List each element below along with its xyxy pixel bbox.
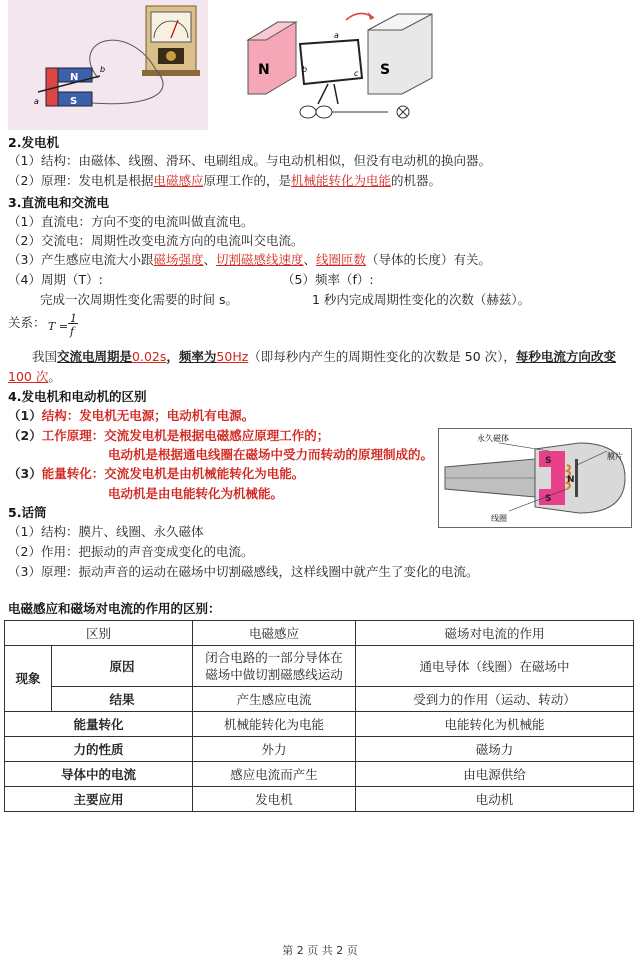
generator-n-label: N bbox=[258, 62, 270, 78]
sec3-period-label: （4）周期（T）: bbox=[8, 272, 103, 287]
galvanometer-experiment-figure bbox=[8, 0, 208, 130]
gen-label-c: c bbox=[354, 69, 359, 78]
section-4-title: 4.发电机和电动机的区别 bbox=[8, 389, 147, 404]
cell-current-force: 由电源供给 bbox=[356, 762, 634, 787]
header-region: 区别 bbox=[5, 621, 193, 646]
sec3-period-desc: 完成一次周期性变化需要的时间 s。 bbox=[40, 292, 238, 307]
sec2-line-2: （2）原理：发电机是根据电磁感应原理工作的，是机械能转化为电能的机器。 bbox=[8, 173, 442, 188]
gen-label-b: b bbox=[302, 65, 308, 74]
cell-cause-em: 闭合电路的一部分导体在 磁场中做切割磁感线运动 bbox=[193, 646, 356, 687]
sec2-energy-conversion: 机械能转化为电能 bbox=[291, 173, 392, 188]
cell-result-em: 产生感应电流 bbox=[193, 687, 356, 712]
table-header-row bbox=[5, 621, 634, 646]
cell-phenomenon: 现象 bbox=[5, 646, 52, 712]
mic-coil-label: 线圈 bbox=[491, 514, 507, 523]
table-row bbox=[5, 787, 634, 812]
mic-film-label: 膜片 bbox=[607, 452, 623, 461]
sec5-line-1: （1）结构：膜片、线圈、永久磁体 bbox=[8, 524, 204, 539]
sec3-paragraph: 我国交流电周期是0.02s，频率为50Hz（即每秒内产生的周期性变化的次数是 50 次），每秒电流方向改变 bbox=[32, 349, 616, 364]
cell-nature-em: 外力 bbox=[193, 737, 356, 762]
cell-energy-em: 机械能转化为电能 bbox=[193, 712, 356, 737]
header-em-induction: 电磁感应 bbox=[193, 621, 356, 646]
sec2-line-1: （1）结构：由磁体、线圈、滑环、电刷组成。与电动机相似，但没有电动机的换向器。 bbox=[8, 153, 491, 168]
mic-s-top: S bbox=[545, 456, 552, 466]
generator-s-label: S bbox=[380, 62, 391, 78]
table-row bbox=[5, 762, 634, 787]
page-footer: 第 2 页 共 2 页 bbox=[282, 944, 358, 957]
label-a: a bbox=[34, 97, 39, 106]
cell-result-force: 受到力的作用（运动、转动） bbox=[356, 687, 634, 712]
gen-label-a: a bbox=[334, 31, 339, 40]
cell-nature: 力的性质 bbox=[5, 737, 193, 762]
sec3-line-3: （3）产生感应电流大小跟磁场强度、切割磁感线速度、线圈匝数（导体的长度）有关。 bbox=[8, 252, 492, 267]
cell-energy: 能量转化 bbox=[5, 712, 193, 737]
sec5-line-3: （3）原理：振动声音的运动在磁场中切割磁感线，这样线圈中就产生了变化的电流。 bbox=[8, 564, 479, 579]
sec5-line-2: （2）作用：把振动的声音变成变化的电流。 bbox=[8, 544, 254, 559]
factor-coil-turns: 线圈匝数 bbox=[316, 252, 367, 267]
sec3-paragraph-end: 100 次。 bbox=[8, 369, 61, 384]
cell-result: 结果 bbox=[52, 687, 193, 712]
section-5-title: 5.话筒 bbox=[8, 505, 47, 520]
section-2-title: 2.发电机 bbox=[8, 135, 59, 150]
factor-cutting-speed: 切割磁感线速度 bbox=[216, 252, 304, 267]
pole-n-label: N bbox=[70, 72, 79, 83]
table-row bbox=[5, 687, 634, 712]
generator-diagram-figure bbox=[238, 0, 438, 130]
cell-application-force: 电动机 bbox=[356, 787, 634, 812]
cell-current: 导体中的电流 bbox=[5, 762, 193, 787]
header-force: 磁场对电流的作用 bbox=[356, 621, 634, 646]
sec4-line-4: （3）能量转化：交流发电机是由机械能转化为电能。 bbox=[8, 466, 305, 481]
factor-field-strength: 磁场强度 bbox=[153, 252, 204, 267]
sec4-line-1: （1）结构：发电机无电源；电动机有电源。 bbox=[8, 408, 255, 423]
cell-cause: 原因 bbox=[52, 646, 193, 687]
table-row bbox=[5, 712, 634, 737]
section-3-title: 3.直流电和交流电 bbox=[8, 195, 109, 210]
sec3-line-2: （2）交流电：周期性改变电流方向的电流叫交电流。 bbox=[8, 233, 304, 248]
table-row bbox=[5, 737, 634, 762]
sec4-line-3: 电动机是根据通电线圈在磁场中受力而转动的原理制成的。 bbox=[108, 447, 434, 462]
cell-current-em: 感应电流而产生 bbox=[193, 762, 356, 787]
label-b: b bbox=[100, 65, 106, 74]
pole-s-label: S bbox=[70, 96, 78, 107]
cell-energy-force: 电能转化为机械能 bbox=[356, 712, 634, 737]
mic-n: N bbox=[567, 475, 575, 485]
sec4-line-5: 电动机是由电能转化为机械能。 bbox=[108, 486, 284, 501]
sec4-line-2: （2）工作原理：交流发电机是根据电磁感应原理工作的； bbox=[8, 428, 330, 443]
microphone-diagram bbox=[438, 428, 632, 528]
comparison-table bbox=[4, 620, 634, 812]
cell-application: 主要应用 bbox=[5, 787, 193, 812]
sec3-frequency-desc: 1 秒内完成周期性变化的次数（赫兹）。 bbox=[312, 292, 531, 307]
sec3-line-1: （1）直流电：方向不变的电流叫做直流电。 bbox=[8, 214, 254, 229]
cell-application-em: 发电机 bbox=[193, 787, 356, 812]
sec3-frequency-label: （5）频率（f）: bbox=[282, 272, 374, 287]
cell-nature-force: 磁场力 bbox=[356, 737, 634, 762]
table-row bbox=[5, 646, 634, 687]
relation-label: 关系： bbox=[8, 315, 46, 330]
cell-cause-force: 通电导体（线圈）在磁场中 bbox=[356, 646, 634, 687]
mic-s-bottom: S bbox=[545, 494, 552, 504]
table-title: 电磁感应和磁场对电流的作用的区别： bbox=[8, 601, 221, 616]
mic-magnet-label: 永久磁体 bbox=[477, 434, 509, 443]
sec2-em-induction: 电磁感应 bbox=[153, 173, 204, 188]
